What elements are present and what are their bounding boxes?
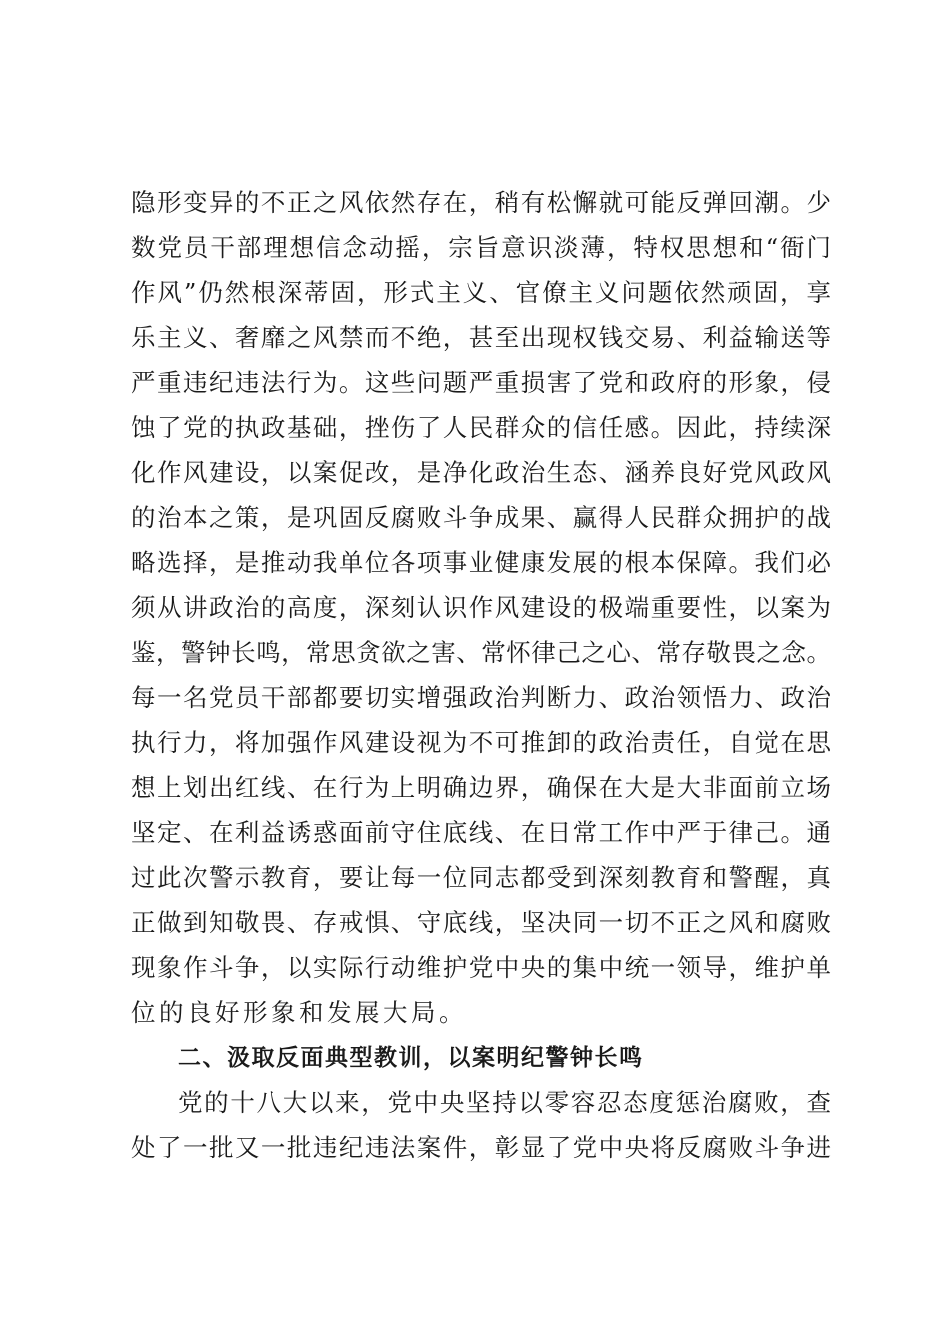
text-line: 鉴，警钟长鸣，常思贪欲之害、常怀律己之心、常存敬畏之念。 [131, 638, 831, 667]
text-line: 正做到知敬畏、存戒惧、守底线，坚决同一切不正之风和腐败 [131, 908, 831, 937]
text-line: 每一名党员干部都要切实增强政治判断力、政治领悟力、政治 [131, 683, 831, 712]
text-line: 蚀了党的执政基础，挫伤了人民群众的信任感。因此，持续深 [131, 413, 831, 442]
text-line: 坚定、在利益诱惑面前守住底线、在日常工作中严于律己。通 [131, 818, 831, 847]
text-line: 的治本之策，是巩固反腐败斗争成果、赢得人民群众拥护的战 [131, 503, 831, 532]
text-line: 处了一批又一批违纪违法案件，彰显了党中央将反腐败斗争进 [131, 1133, 831, 1162]
text-line: 化作风建设，以案促改，是净化政治生态、涵养良好党风政风 [131, 458, 831, 487]
text-line: 数党员干部理想信念动摇，宗旨意识淡薄，特权思想和“衙门 [131, 233, 831, 262]
text-line: 位的良好形象和发展大局。 [131, 998, 467, 1027]
text-line: 现象作斗争，以实际行动维护党中央的集中统一领导，维护单 [131, 953, 831, 982]
text-line: 乐主义、奢靡之风禁而不绝，甚至出现权钱交易、利益输送等 [131, 323, 831, 352]
section-heading: 二、汲取反面典型教训，以案明纪警钟长鸣 [178, 1045, 644, 1071]
text-line: 作风”仍然根深蒂固，形式主义、官僚主义问题依然顽固，享 [131, 278, 831, 307]
text-line: 想上划出红线、在行为上明确边界，确保在大是大非面前立场 [131, 773, 831, 802]
text-line: 隐形变异的不正之风依然存在，稍有松懈就可能反弹回潮。少 [131, 188, 831, 217]
text-line: 严重违纪违法行为。这些问题严重损害了党和政府的形象，侵 [131, 368, 831, 397]
text-line: 须从讲政治的高度，深刻认识作风建设的极端重要性，以案为 [131, 593, 831, 622]
text-line: 执行力，将加强作风建设视为不可推卸的政治责任，自觉在思 [131, 728, 831, 757]
text-line: 过此次警示教育，要让每一位同志都受到深刻教育和警醒，真 [131, 863, 831, 892]
text-line: 略选择，是推动我单位各项事业健康发展的根本保障。我们必 [131, 548, 831, 577]
text-line: 党的十八大以来，党中央坚持以零容忍态度惩治腐败，查 [178, 1088, 831, 1117]
